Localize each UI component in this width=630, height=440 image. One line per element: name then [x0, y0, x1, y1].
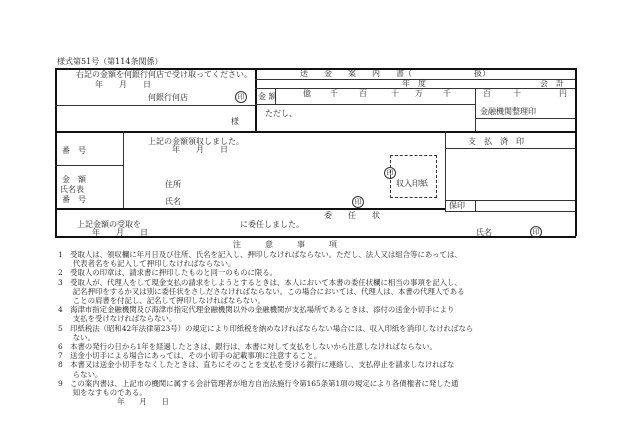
receipt-date: 年 月 日	[95, 80, 151, 89]
delegation-line: 上記金額の受取を	[77, 220, 141, 229]
delegation-line-end: に委任しました。	[240, 220, 304, 229]
digit-hyaku: 百	[359, 89, 367, 98]
note-line: ない。	[58, 332, 95, 342]
receipt-sama: 様	[231, 117, 239, 126]
bank-ref-label: 金融機関整理印	[480, 107, 536, 116]
note-line: 2 受取人の印章は、請求書に押印したものと同一のものに限る。	[58, 268, 278, 278]
form-title: 様式第51号（第114条関係）	[57, 57, 163, 66]
digit-en: 円	[559, 89, 567, 98]
note-line: 8 本書又は送金小切手をなくしたときは、直ちにそのことを支払を受ける銀行に連絡し、支払停止を請求しなければな	[58, 360, 455, 370]
note-line: ことの肩書を付記し、記名して押印しなければならない。	[58, 296, 265, 306]
received-date: 年 月 日	[172, 145, 228, 154]
digit-sen2: 千	[443, 89, 451, 98]
note-line: 5 印紙税法（昭和42年法律第23号）の規定により印紙税を納めなければならない場合には、収入印紙を消印しなければなら	[58, 323, 474, 333]
digit-sen: 千	[330, 89, 338, 98]
name-table-label: 氏名表	[60, 185, 84, 194]
note-line: 記名押印をするか又は別に委任状をさしださなければならない。この場合においては、代理人は、本書の代理人である	[58, 286, 465, 296]
remittance-title-end: 扱）	[474, 69, 490, 78]
number-side-label: 番 号	[62, 195, 86, 204]
note-line: らない。	[58, 369, 103, 379]
received-text: 上記の金額領収しました。	[148, 137, 244, 146]
account-label: 会 計	[540, 79, 564, 88]
delegation-date: 年 月 日	[92, 228, 148, 237]
note-line: 6 本書の発行の日から1年を経過したときは、銀行は、本書に対して支払をしないから注意しなければならない。	[58, 342, 437, 352]
receipt-seal-mark: 印	[235, 91, 247, 103]
address-label: 住所	[165, 180, 181, 189]
revenue-stamp-box	[390, 155, 437, 198]
payment-done-seal-label: 支 払 済 印	[468, 137, 524, 146]
remittance-title: 送 金 案 内 書（	[300, 69, 412, 78]
note-line: 9 この案内書は、上記市の機関に属する会計管理者が地方自治法施行令第165条第1項の規定により各債権者に発した通	[58, 378, 459, 388]
digit-man: 万	[415, 89, 423, 98]
name-label: 氏名	[165, 197, 181, 206]
notes-list	[58, 250, 578, 406]
tadashi-label: ただし、	[265, 109, 297, 118]
note-line: 7 送金小切手による場合にあっては、その小切手の記載事項に注意すること。	[58, 351, 322, 361]
digit-juu2: 十	[513, 89, 521, 98]
stamp-seal-mark: 印	[384, 167, 396, 179]
note-line: 1 受取人は、領収欄に年月日及び住所、氏名を記入し、押印しなければならない。ただし、法人又は組合等にあっては、	[58, 250, 462, 259]
note-line: 知をなすものである。	[58, 388, 147, 398]
notes-title: 注 意 事 項	[233, 240, 337, 249]
name-seal-mark: 印	[352, 196, 364, 208]
revenue-stamp-label: 収入印紙	[396, 179, 428, 188]
note-line: 代表者名をも記入して押印しなければならない。	[58, 259, 236, 269]
digit-hyaku2: 百	[483, 89, 491, 98]
digit-oku: 億	[303, 89, 311, 98]
delegation-seal-mark: 印	[530, 226, 542, 238]
amount-label: 金 額	[258, 92, 277, 101]
receipt-bank-branch: 何銀行何店	[148, 93, 188, 102]
note-line: 年 月 日	[58, 397, 169, 407]
receipt-instruction: 右記の金額を何銀行何店で受け取ってください。	[76, 70, 252, 79]
number-label: 番 号	[62, 146, 86, 155]
note-line: 支払を受けなければならない。	[58, 314, 177, 324]
note-line: 4 海津市指定金融機関及び海津市指定代理金融機関以外の金融機関が支払場所であるときは、添付の送金小切手により	[58, 305, 455, 315]
digit-juu: 十	[391, 89, 399, 98]
hoin-label: 保印	[449, 201, 465, 210]
delegation-title: 委 任 状	[324, 211, 380, 220]
amount-side-label: 金 額	[62, 175, 86, 184]
note-line: 3 受取人が、代理人をして現金支払の請求をしようとするときは、本人において本書の委任状欄に相当の事項を記入し、	[58, 277, 462, 287]
delegation-name-label: 氏名	[476, 228, 492, 237]
fiscal-year-label: 年 度	[402, 79, 426, 88]
